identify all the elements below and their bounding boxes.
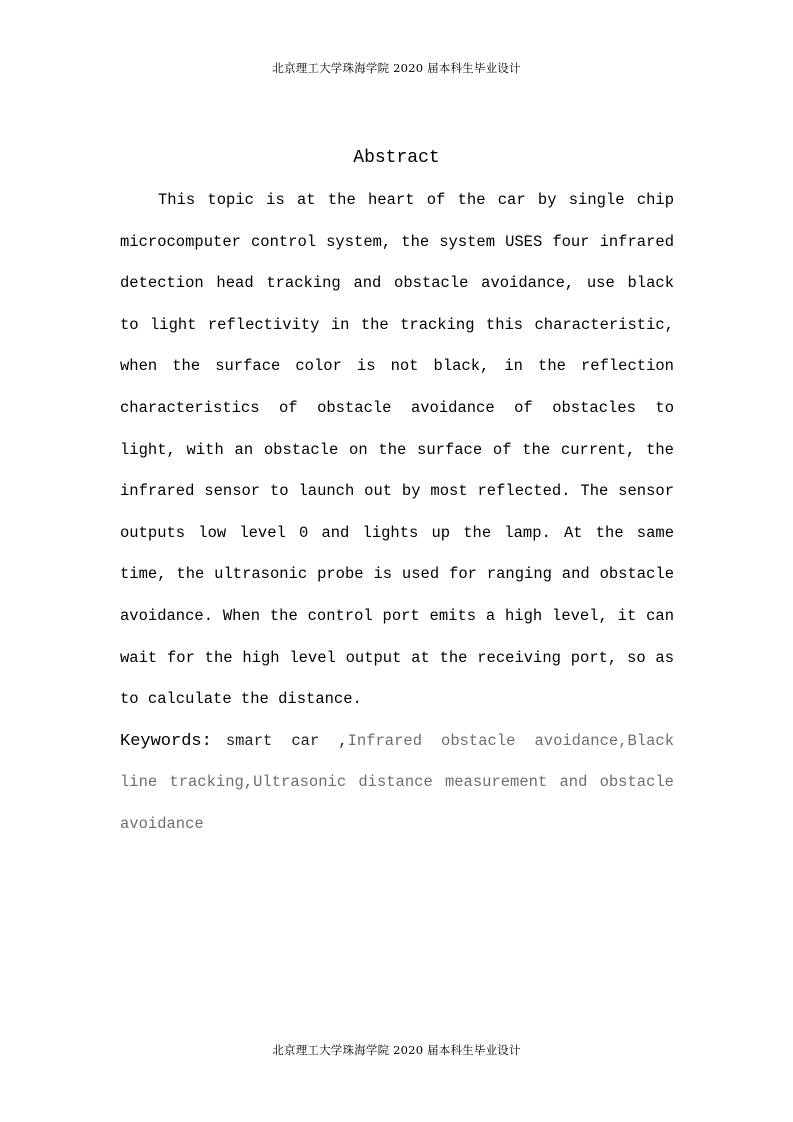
abstract-body <box>120 180 674 846</box>
page-footer: 北京理工大学珠海学院 2020 届本科生毕业设计 <box>272 1043 521 1057</box>
keywords-rest: Infrared obstacle avoidance,Black line tracking,Ultrasonic distance measurement and obstacle avoidance <box>120 731 674 833</box>
keywords-line <box>120 721 674 846</box>
abstract-title: Abstract <box>353 148 440 168</box>
keywords-first: smart car , <box>225 731 348 750</box>
page-header: 北京理工大学珠海学院 2020 届本科生毕业设计 <box>272 61 521 75</box>
abstract-paragraph: This topic is at the heart of the car by single chip microcomputer control system, the system USES four infrared detection head tracking and obstacle avoidance, use black to light reflectivity in the tracking this characteristic, when the surface color is not black, in the reflection characteristics of obstacle avoidance of obstacles to light, with an obstacle on the surface of the current, the infrared sensor to launch out by most reflected. The sensor outputs low level 0 and lights up the lamp. At the same time, the ultrasonic probe is used for ranging and obstacle avoidance. When the control port emits a high level, it can wait for the high level output at the receiving port, so as to calculate the distance. <box>120 191 674 709</box>
keywords-label: Keywords: <box>120 731 212 751</box>
